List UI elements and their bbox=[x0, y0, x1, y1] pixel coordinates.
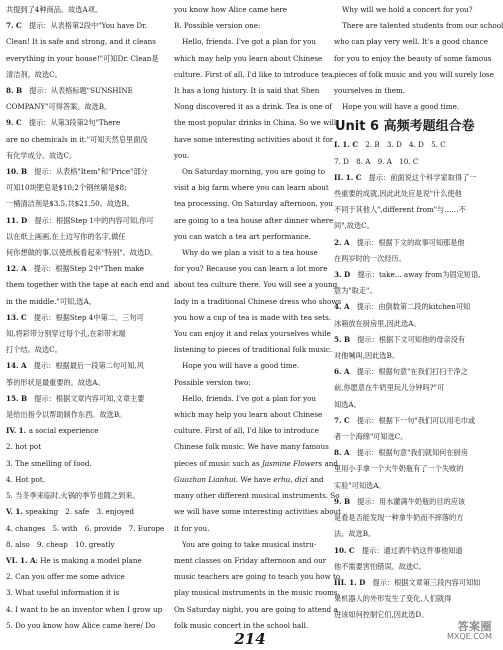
text-line: culture. First of all, I'd like to introduce tea. bbox=[174, 69, 335, 79]
text-line: lady in a traditional Chinese dress who shows bbox=[174, 296, 342, 306]
answer-label: VI. 1. A bbox=[6, 555, 36, 565]
text-line: for you to enjoy the beauty of some famous bbox=[334, 53, 492, 63]
page-number: 214 bbox=[234, 630, 266, 648]
answer-label: I. 1. C bbox=[334, 140, 359, 150]
text-line: the most popular drinks in China. So we will bbox=[174, 118, 337, 128]
text-line: 4. Hot pot. bbox=[6, 474, 46, 484]
text-line: 冰箱放在厨房里,因此选A。 bbox=[334, 318, 421, 328]
text-line: we will have some interesting activities about bbox=[174, 507, 342, 517]
text-line: 里用小手拿一个大牛奶瓶有了一个失败的 bbox=[334, 464, 464, 474]
text-line: ment classes on Friday afternoon and our bbox=[174, 555, 327, 565]
text-line: 12. A 提示：根据Step 2中"Then make bbox=[6, 264, 145, 274]
text-line: visit a big farm where you can learn about bbox=[174, 183, 329, 193]
text-line: Hello, friends. I've got a plan for you bbox=[182, 393, 317, 403]
text-line: You can enjoy it and relax yourselves while bbox=[174, 329, 331, 339]
text-line: 法。故选B。 bbox=[334, 529, 376, 539]
text-line: 8. A 提示：根据句意"我们就知何在厨房 bbox=[334, 448, 468, 458]
text-line: 前,你愿意在牛奶里玩儿分钟吗?"可 bbox=[334, 383, 445, 393]
text-line: 打个结。故选C。 bbox=[6, 345, 62, 355]
text-line: Why do we plan a visit to a tea house bbox=[182, 248, 318, 258]
text-line: 14. A 提示：根据最后一段第二句可知,风 bbox=[6, 361, 144, 371]
text-line: tea processing. On Saturday afternoon, you bbox=[174, 199, 334, 209]
text-line: Nong discovered it as a drink. Tea is one of bbox=[174, 102, 332, 112]
text-line: On Saturday morning, you are going to bbox=[182, 167, 326, 177]
text-line: 15. B 提示：根据文章内容可知,文章主要 bbox=[6, 393, 145, 403]
watermark-bottom: MXQE.COM bbox=[446, 632, 492, 641]
text-line: 是看是否能发现一种拿牛奶而不摔落的方 bbox=[334, 513, 464, 523]
text-line: 4. I want to be an inventor when I grow up bbox=[6, 604, 163, 614]
text-line: in the middle."可知,选A。 bbox=[6, 296, 96, 306]
text-line: you know how Alice came here bbox=[174, 5, 288, 14]
answer-label: 6. A bbox=[334, 367, 350, 377]
text-line: are no chemicals in it."可知天然皂里面没 bbox=[6, 134, 148, 144]
text-line: you. bbox=[174, 150, 190, 160]
answer-label: 8. B bbox=[6, 86, 23, 96]
text-line: listening to pieces of traditional folk music. bbox=[174, 345, 333, 355]
answer-label: 8. A bbox=[334, 448, 350, 458]
answer-label: 13. C bbox=[6, 312, 27, 322]
text-line: III. 1. D 提示：根据文章第三段内容可知如 bbox=[334, 577, 481, 587]
text-line: 5. Do you know how Alice came here/ Do bbox=[6, 620, 156, 630]
text-line: 10. B 提示：从表格"Item"和"Price"部分 bbox=[6, 167, 148, 177]
answer-label: 2. A bbox=[334, 237, 350, 247]
text-line: 知选A。 bbox=[334, 399, 361, 409]
text-line: it for you. bbox=[174, 523, 210, 533]
answer-label: 3. D bbox=[334, 270, 351, 280]
text-line: which may help you learn about Chinese bbox=[174, 410, 323, 420]
text-line: II. 1. C 提示：前面说这个科学家取得了一 bbox=[334, 172, 477, 182]
text-line: Hope you will have a good time. bbox=[342, 102, 460, 112]
text-line: 可知10块肥皂是$10;2个钢丝刷是$8; bbox=[6, 183, 127, 193]
watermark-logo bbox=[428, 622, 492, 648]
text-line: 不同于其他人",different from"与……不 bbox=[334, 205, 466, 215]
text-line: which may help you learn about Chinese bbox=[174, 53, 323, 63]
text-line: Hope you will have a good time. bbox=[182, 361, 300, 371]
text-line: 实验"可知选A。 bbox=[334, 480, 386, 490]
text-line: You are going to take musical instru- bbox=[182, 539, 317, 549]
text-line: 共提到了4种商品。故选A项。 bbox=[6, 5, 103, 14]
text-line: On Saturday night, you are going to attend a bbox=[174, 604, 338, 614]
answer-label: 7. C bbox=[334, 415, 350, 425]
text-line: 8. B 提示：从表格标题"SUNSHINE bbox=[6, 86, 133, 96]
text-line: I. 1. C 2. B 3. D 4. D 5. C bbox=[334, 140, 446, 150]
text-line: 些重要的成就,因此此处应是说"什么使他 bbox=[334, 189, 462, 199]
watermark-top: 答案圈 bbox=[457, 620, 492, 633]
text-line: 2. Can you offer me some advice bbox=[6, 572, 125, 582]
text-line: 同",故选C。 bbox=[334, 221, 374, 231]
text-line: folk music concert in the school hall. bbox=[174, 620, 309, 630]
text-line: 3. The smelling of food. bbox=[6, 458, 92, 468]
text-line: Possible version two: bbox=[174, 377, 251, 387]
text-line: V. 1. speaking 2. safe 3. enjoyed bbox=[6, 507, 134, 517]
text-line: 3. What useful information it is bbox=[6, 588, 120, 598]
unit6-answers bbox=[334, 137, 494, 623]
text-line: 他不需要害怕错误。故选C。 bbox=[334, 561, 426, 571]
text-line: VI. 1. A: He is making a model plane bbox=[6, 555, 142, 565]
text-line: music teachers are going to teach you how to bbox=[174, 572, 341, 582]
text-line: have some interesting activities about it for bbox=[174, 134, 334, 144]
text-line: 者一个海绵"可知选C。 bbox=[334, 432, 408, 442]
text-line: 何你想做的事,以使纸板看起来"特别"。故选D。 bbox=[6, 248, 158, 258]
text-line: 13. C 提示：根据Step 4中第二、三句可 bbox=[6, 312, 144, 322]
text-line: 9. B 提示：用水灌满牛奶瓶的目的应该 bbox=[334, 496, 466, 506]
text-line: 一桶清洁剂是$3.5,共$21.50。故选B。 bbox=[6, 199, 134, 209]
text-line: 10. C 提示：通过洒牛奶这件事他知道 bbox=[334, 545, 463, 555]
text-line: 意为"取走"。 bbox=[334, 286, 377, 296]
left-column bbox=[6, 2, 170, 634]
text-line: Why will we hold a concert for you? bbox=[342, 5, 473, 14]
answer-label: V. 1. bbox=[6, 507, 26, 517]
text-line: 是给出指令以帮助制作东西。故选B。 bbox=[6, 410, 127, 420]
text-line: 3. D 提示：take... away from为固定短语, bbox=[334, 270, 481, 280]
text-line: for you? Because you can learn a lot more bbox=[174, 264, 328, 274]
text-line: 有化学成分。故选C。 bbox=[6, 150, 77, 160]
answer-label: 7. C bbox=[6, 21, 22, 31]
text-line: 7. C 提示：根据下一句"我们可以用毛巾或 bbox=[334, 415, 476, 425]
text-line: 7. D 8. A 9. A 10. C bbox=[334, 156, 419, 166]
text-line: pieces of folk music and you will surely lose bbox=[334, 69, 494, 79]
text-line: There are talented students from our school bbox=[342, 21, 503, 31]
text-line: 以在纸上画画,在上边写你的名字,做任 bbox=[6, 231, 126, 241]
text-line: you how a cup of tea is made with tea sets. bbox=[174, 312, 332, 322]
answer-label: 10. C bbox=[334, 545, 355, 555]
text-line: many other different musical instruments. So bbox=[174, 491, 340, 501]
text-line: 11. D 提示：根据Step 1中的内容可知,你可 bbox=[6, 215, 154, 225]
text-line: 5. B 提示：根据下文可知他的母亲没有 bbox=[334, 334, 466, 344]
text-line: everything in your house!"可知Dr. Clean是 bbox=[6, 53, 159, 63]
text-line: about tea culture there. You will see a young bbox=[174, 280, 338, 290]
text-line: COMPANY"可得答案。故选B。 bbox=[6, 102, 112, 112]
text-line: 4. changes 5. with 6. provide 7. Europe bbox=[6, 523, 165, 533]
text-line: B. Possible version one: bbox=[174, 21, 261, 31]
text-line: 6. A 提示：根据句意"在我们打扫干净之 bbox=[334, 367, 468, 377]
text-line: yourselves in them. bbox=[334, 86, 406, 96]
text-line: them together with the tape at each end and bbox=[6, 280, 170, 290]
unit-title: Unit 6 高频考题组合卷 bbox=[335, 119, 475, 135]
essay-ending bbox=[334, 2, 503, 115]
answer-label: 9. B bbox=[334, 496, 351, 506]
text-line: 2. A 提示：根据下文的故事可知那是他 bbox=[334, 237, 465, 247]
text-line: It has a long history. It is said that Shen bbox=[174, 86, 320, 96]
text-line: 清洁剂。故选C。 bbox=[6, 69, 62, 79]
answer-label: III. 1. D bbox=[334, 577, 366, 587]
text-line: 8. also 9. cheap 10. greatly bbox=[6, 539, 115, 549]
right-column bbox=[334, 2, 503, 624]
text-line: are going to a tea house after dinner where bbox=[174, 215, 334, 225]
text-line: 7. C 提示：从表格第2段中"You have Dr. bbox=[6, 21, 148, 31]
text-line: Clean! It is safe and strong, and it cleans bbox=[6, 37, 156, 47]
answer-label: 15. B bbox=[6, 393, 28, 403]
answer-label: 5. B bbox=[334, 334, 351, 344]
text-line: 9. C 提示：从第3段第2句"There bbox=[6, 118, 121, 128]
text-line: you can watch a tea art performance. bbox=[174, 231, 311, 241]
answer-label: 9. C bbox=[6, 118, 22, 128]
text-line: who can play very well. It's a good chance bbox=[334, 37, 489, 47]
text-line: 知,将彩带分别穿过每个孔,在彩带末端 bbox=[6, 329, 126, 339]
text-line: 对他喊叫,因此选B。 bbox=[334, 351, 400, 361]
answer-label: 14. A bbox=[6, 361, 27, 371]
answer-label: IV. 1. bbox=[6, 426, 29, 436]
text-line: 筝的形状是最重要的。故选A。 bbox=[6, 377, 105, 387]
text-line: Chinese folk music. We have many famous bbox=[174, 442, 329, 452]
answer-label: II. 1. C bbox=[334, 172, 362, 182]
text-line: play musical instruments in the music rooms. bbox=[174, 588, 340, 598]
text-line: culture. First of all, I'd like to introduce bbox=[174, 426, 319, 436]
text-line: 4. A 提示：由倒数第二段的kitchen可知 bbox=[334, 302, 471, 312]
answer-label: 10. B bbox=[6, 167, 28, 177]
answer-label: 4. A bbox=[334, 302, 350, 312]
text-line: 果机器人的外形发生了变化,人们就得 bbox=[334, 594, 452, 604]
text-line: pieces of music such as Jasmine Flowers and bbox=[174, 458, 339, 468]
text-line: 2. hot pot bbox=[6, 442, 42, 452]
text-line: IV. 1. a social experience bbox=[6, 426, 99, 436]
answer-label: 11. D bbox=[6, 215, 28, 225]
answer-label: 12. A bbox=[6, 264, 27, 274]
text-line: Hello, friends. I've got a plan for you bbox=[182, 37, 317, 47]
text-line: 进该如何控制它们,因此选D。 bbox=[334, 610, 429, 620]
text-line: 在两岁时的一次经历。 bbox=[334, 253, 406, 263]
text-line: 5. 当冬季来临时,火锅的季节也随之到来。 bbox=[6, 491, 140, 501]
text-line: Guozhan Lianhui. We have erhu, dizi and bbox=[174, 474, 324, 484]
